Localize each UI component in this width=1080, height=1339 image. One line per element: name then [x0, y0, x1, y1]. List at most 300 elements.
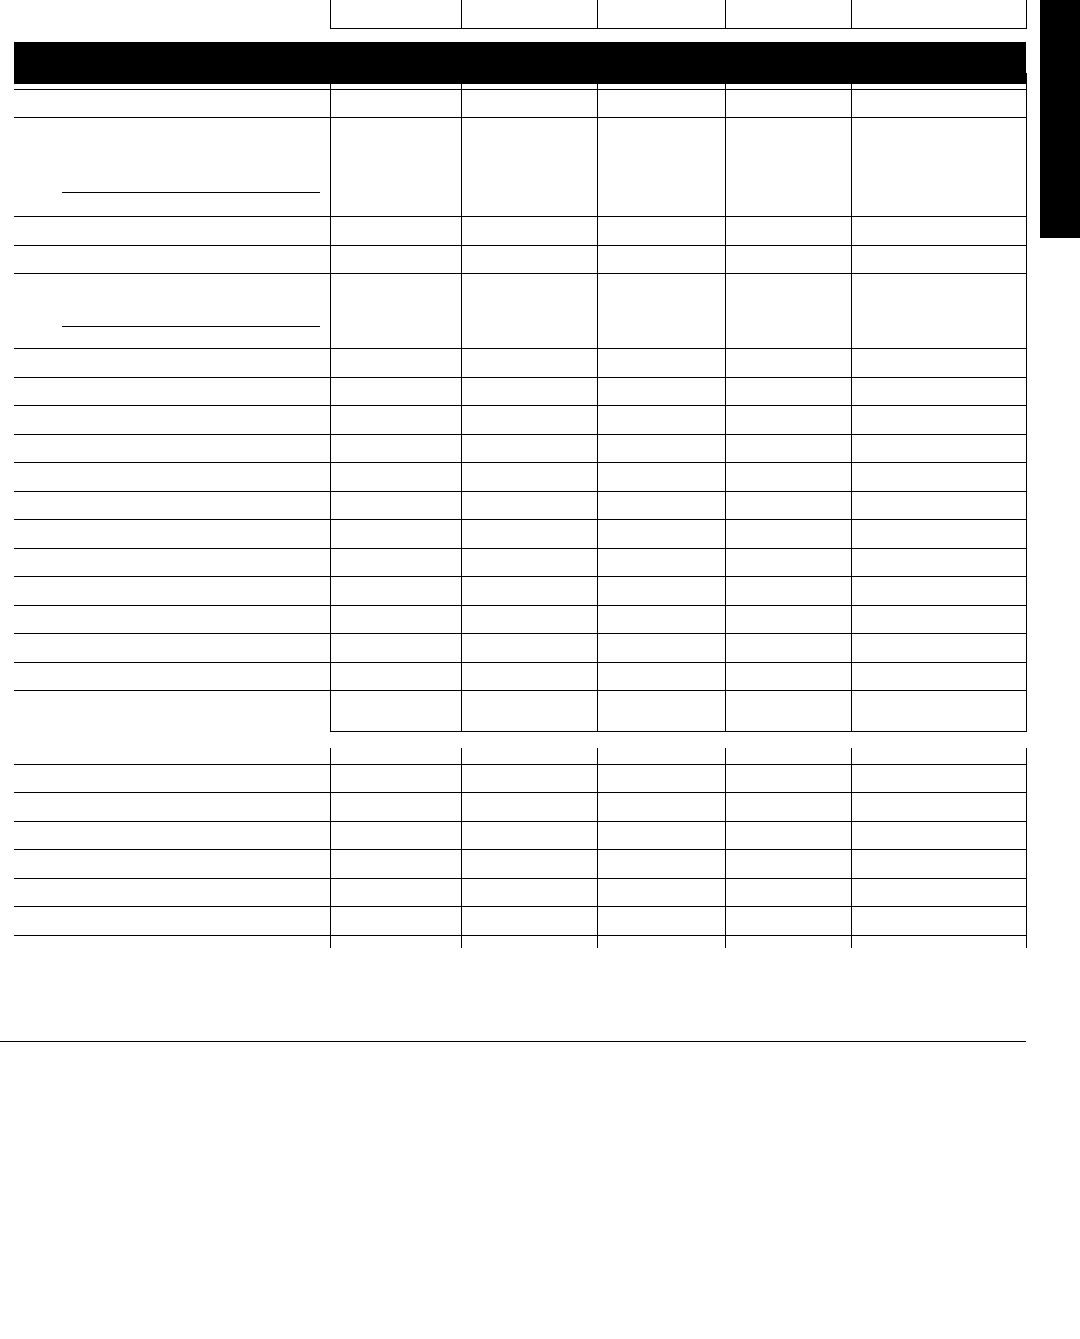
cell[interactable]	[330, 130, 461, 217]
cell[interactable]	[851, 447, 1026, 463]
cell[interactable]	[597, 258, 725, 274]
cell[interactable]	[597, 274, 725, 287]
cell[interactable]	[330, 646, 461, 662]
cell[interactable]	[461, 520, 597, 533]
cell[interactable]	[725, 447, 851, 463]
cell[interactable]	[725, 491, 851, 504]
gap-label	[14, 217, 330, 230]
cell[interactable]	[461, 634, 597, 647]
cell[interactable]	[330, 662, 461, 675]
cell[interactable]	[461, 777, 597, 793]
cell[interactable]	[597, 377, 725, 390]
table-gap-row	[14, 406, 1026, 419]
cell[interactable]	[725, 406, 851, 419]
cell[interactable]	[330, 491, 461, 504]
cell[interactable]	[851, 229, 1026, 245]
cell[interactable]	[330, 258, 461, 274]
cell[interactable]	[851, 821, 1026, 834]
table-row	[14, 361, 1026, 377]
cell[interactable]	[461, 850, 597, 863]
cell[interactable]	[851, 748, 1026, 764]
cell[interactable]	[330, 589, 461, 605]
cell[interactable]	[461, 245, 597, 258]
row-label-cell	[14, 475, 330, 491]
cell[interactable]	[597, 491, 725, 504]
cell[interactable]	[725, 577, 851, 590]
cell[interactable]	[461, 286, 597, 349]
table-gap-row	[14, 89, 1026, 102]
cell[interactable]	[851, 862, 1026, 878]
cell[interactable]	[330, 361, 461, 377]
cell[interactable]	[461, 475, 597, 491]
cell[interactable]	[851, 475, 1026, 491]
table-gap-row	[14, 434, 1026, 447]
cell[interactable]	[597, 463, 725, 476]
cell[interactable]	[461, 361, 597, 377]
cell[interactable]	[461, 646, 597, 662]
cell[interactable]	[461, 691, 597, 704]
cell[interactable]	[597, 0, 725, 29]
table-row	[14, 862, 1026, 878]
cell[interactable]	[597, 102, 725, 118]
cell[interactable]	[330, 286, 461, 349]
cell[interactable]	[461, 434, 597, 447]
gap-label	[14, 89, 330, 102]
cell[interactable]	[851, 878, 1026, 891]
cell[interactable]	[851, 390, 1026, 406]
cell[interactable]	[725, 130, 851, 217]
cell[interactable]	[597, 532, 725, 548]
cell[interactable]	[597, 793, 725, 806]
cell[interactable]	[597, 703, 725, 732]
cell[interactable]	[330, 447, 461, 463]
table-row	[14, 589, 1026, 605]
cell[interactable]	[461, 919, 597, 935]
cell[interactable]	[461, 561, 597, 577]
cell[interactable]	[851, 662, 1026, 675]
row-label-cell	[14, 229, 330, 245]
cell[interactable]	[597, 447, 725, 463]
table-row-tall	[14, 286, 1026, 349]
table-row-tall	[14, 130, 1026, 217]
cell[interactable]	[597, 130, 725, 217]
cell[interactable]	[851, 919, 1026, 935]
cell[interactable]	[597, 217, 725, 230]
table-row	[14, 0, 1026, 29]
cell[interactable]	[725, 605, 851, 618]
cell[interactable]	[597, 418, 725, 434]
cell[interactable]	[461, 891, 597, 907]
gap-label	[14, 520, 330, 533]
cell[interactable]	[461, 130, 597, 217]
gap-label	[14, 850, 330, 863]
cell[interactable]	[597, 618, 725, 634]
cell[interactable]	[725, 286, 851, 349]
cell[interactable]	[851, 434, 1026, 447]
cell[interactable]	[597, 390, 725, 406]
gap-label	[14, 245, 330, 258]
cell[interactable]	[725, 217, 851, 230]
cell[interactable]	[725, 475, 851, 491]
cell[interactable]	[597, 605, 725, 618]
table-gap-row	[14, 245, 1026, 258]
row-label-cell	[14, 561, 330, 577]
cell[interactable]	[330, 390, 461, 406]
cell[interactable]	[330, 102, 461, 118]
cell[interactable]	[851, 907, 1026, 920]
cell[interactable]	[597, 862, 725, 878]
cell[interactable]	[851, 89, 1026, 102]
cell[interactable]	[330, 577, 461, 590]
table-gap-row	[14, 118, 1026, 131]
cell[interactable]	[597, 777, 725, 793]
cell[interactable]	[461, 821, 597, 834]
cell[interactable]	[330, 532, 461, 548]
cell[interactable]	[597, 691, 725, 704]
cell[interactable]	[330, 878, 461, 891]
gap-label	[14, 691, 330, 704]
cell[interactable]	[851, 118, 1026, 131]
cell[interactable]	[851, 850, 1026, 863]
cell[interactable]	[851, 102, 1026, 118]
cell[interactable]	[597, 361, 725, 377]
cell[interactable]	[725, 229, 851, 245]
cell[interactable]	[461, 463, 597, 476]
cell[interactable]	[330, 935, 461, 948]
cell[interactable]	[725, 434, 851, 447]
cell[interactable]	[725, 418, 851, 434]
cell[interactable]	[851, 834, 1026, 850]
cell[interactable]	[597, 520, 725, 533]
cell[interactable]	[851, 217, 1026, 230]
cell[interactable]	[461, 548, 597, 561]
cell[interactable]	[725, 520, 851, 533]
cell[interactable]	[597, 935, 725, 948]
gap-label	[14, 463, 330, 476]
cell[interactable]	[597, 764, 725, 777]
cell[interactable]	[725, 675, 851, 691]
cell[interactable]	[461, 748, 597, 764]
cell[interactable]	[330, 548, 461, 561]
cell[interactable]	[851, 130, 1026, 217]
cell[interactable]	[851, 764, 1026, 777]
cell[interactable]	[461, 935, 597, 948]
cell[interactable]	[597, 229, 725, 245]
cell[interactable]	[461, 118, 597, 131]
cell[interactable]	[725, 834, 851, 850]
cell[interactable]	[725, 589, 851, 605]
cell[interactable]	[461, 605, 597, 618]
cell[interactable]	[461, 504, 597, 520]
cell[interactable]	[851, 258, 1026, 274]
form-grid	[14, 0, 1027, 948]
cell[interactable]	[597, 805, 725, 821]
cell[interactable]	[851, 777, 1026, 793]
cell[interactable]	[851, 675, 1026, 691]
cell[interactable]	[330, 118, 461, 131]
cell[interactable]	[597, 561, 725, 577]
cell[interactable]	[330, 245, 461, 258]
cell[interactable]	[330, 377, 461, 390]
cell[interactable]	[851, 605, 1026, 618]
cell[interactable]	[461, 675, 597, 691]
cell[interactable]	[725, 703, 851, 732]
cell[interactable]	[597, 504, 725, 520]
section-banner-bar	[14, 42, 1026, 84]
cell[interactable]	[851, 0, 1026, 29]
cell[interactable]	[725, 646, 851, 662]
cell[interactable]	[330, 634, 461, 647]
cell[interactable]	[461, 805, 597, 821]
cell[interactable]	[725, 891, 851, 907]
cell[interactable]	[851, 274, 1026, 287]
cell[interactable]	[725, 748, 851, 764]
cell[interactable]	[330, 418, 461, 434]
table-gap-row	[14, 274, 1026, 287]
cell[interactable]	[725, 777, 851, 793]
cell[interactable]	[725, 821, 851, 834]
cell[interactable]	[725, 102, 851, 118]
cell[interactable]	[461, 102, 597, 118]
cell[interactable]	[461, 258, 597, 274]
row-label-cell	[14, 390, 330, 406]
cell[interactable]	[725, 532, 851, 548]
cell[interactable]	[597, 634, 725, 647]
cell[interactable]	[330, 434, 461, 447]
cell[interactable]	[851, 463, 1026, 476]
cell[interactable]	[597, 118, 725, 131]
gap-label	[14, 274, 330, 287]
cell[interactable]	[461, 0, 597, 29]
cell[interactable]	[461, 703, 597, 732]
cell[interactable]	[330, 691, 461, 704]
cell[interactable]	[725, 862, 851, 878]
cell[interactable]	[330, 0, 461, 29]
cell[interactable]	[330, 274, 461, 287]
cell[interactable]	[851, 418, 1026, 434]
cell[interactable]	[461, 793, 597, 806]
cell[interactable]	[461, 406, 597, 419]
cell[interactable]	[851, 491, 1026, 504]
cell[interactable]	[461, 229, 597, 245]
cell[interactable]	[851, 935, 1026, 948]
cell[interactable]	[330, 504, 461, 520]
table-gap-row	[14, 491, 1026, 504]
cell[interactable]	[330, 834, 461, 850]
row-label-cell	[14, 919, 330, 935]
cell[interactable]	[725, 377, 851, 390]
cell[interactable]	[851, 618, 1026, 634]
cell[interactable]	[330, 561, 461, 577]
cell[interactable]	[330, 406, 461, 419]
cell[interactable]	[725, 245, 851, 258]
cell[interactable]	[725, 919, 851, 935]
cell[interactable]	[330, 777, 461, 793]
cell[interactable]	[461, 447, 597, 463]
cell[interactable]	[851, 349, 1026, 362]
cell[interactable]	[725, 805, 851, 821]
cell[interactable]	[851, 577, 1026, 590]
cell[interactable]	[725, 764, 851, 777]
cell[interactable]	[725, 561, 851, 577]
cell[interactable]	[725, 89, 851, 102]
row-label-cell	[14, 703, 330, 732]
cell[interactable]	[461, 862, 597, 878]
cell[interactable]	[725, 662, 851, 675]
cell[interactable]	[851, 691, 1026, 704]
cell[interactable]	[851, 520, 1026, 533]
cell[interactable]	[597, 834, 725, 850]
cell[interactable]	[725, 548, 851, 561]
cell[interactable]	[851, 793, 1026, 806]
table-row	[14, 102, 1026, 118]
cell[interactable]	[725, 850, 851, 863]
cell[interactable]	[461, 274, 597, 287]
cell[interactable]	[725, 463, 851, 476]
cell[interactable]	[597, 878, 725, 891]
cell[interactable]	[330, 862, 461, 878]
cell[interactable]	[330, 793, 461, 806]
cell[interactable]	[597, 548, 725, 561]
cell[interactable]	[597, 662, 725, 675]
cell[interactable]	[597, 577, 725, 590]
cell[interactable]	[330, 907, 461, 920]
cell[interactable]	[725, 634, 851, 647]
cell[interactable]	[597, 475, 725, 491]
cell[interactable]	[851, 805, 1026, 821]
table-gap-row	[14, 634, 1026, 647]
cell[interactable]	[461, 878, 597, 891]
cell[interactable]	[330, 463, 461, 476]
cell[interactable]	[330, 605, 461, 618]
cell[interactable]	[725, 793, 851, 806]
cell[interactable]	[851, 634, 1026, 647]
cell[interactable]	[461, 491, 597, 504]
cell[interactable]	[330, 764, 461, 777]
cell[interactable]	[597, 89, 725, 102]
cell[interactable]	[851, 245, 1026, 258]
row-label-cell	[14, 361, 330, 377]
cell[interactable]	[461, 834, 597, 850]
cell[interactable]	[725, 118, 851, 131]
cell[interactable]	[330, 475, 461, 491]
cell[interactable]	[461, 577, 597, 590]
cell[interactable]	[597, 675, 725, 691]
cell[interactable]	[851, 589, 1026, 605]
table-gap-row	[14, 691, 1026, 704]
cell[interactable]	[330, 229, 461, 245]
cell[interactable]	[725, 504, 851, 520]
cell[interactable]	[461, 349, 597, 362]
cell[interactable]	[851, 646, 1026, 662]
cell[interactable]	[461, 618, 597, 634]
cell[interactable]	[461, 532, 597, 548]
cell[interactable]	[851, 891, 1026, 907]
gap-label	[14, 764, 330, 777]
cell[interactable]	[851, 361, 1026, 377]
cell[interactable]	[851, 532, 1026, 548]
cell[interactable]	[330, 520, 461, 533]
cell[interactable]	[597, 349, 725, 362]
cell[interactable]	[330, 919, 461, 935]
cell[interactable]	[461, 764, 597, 777]
cell[interactable]	[330, 891, 461, 907]
cell[interactable]	[851, 377, 1026, 390]
cell[interactable]	[725, 274, 851, 287]
cell[interactable]	[461, 418, 597, 434]
cell[interactable]	[461, 89, 597, 102]
cell[interactable]	[597, 821, 725, 834]
cell[interactable]	[330, 703, 461, 732]
cell[interactable]	[725, 878, 851, 891]
table-gap-row	[14, 377, 1026, 390]
cell[interactable]	[597, 891, 725, 907]
cell[interactable]	[851, 286, 1026, 349]
cell[interactable]	[597, 907, 725, 920]
cell[interactable]	[851, 703, 1026, 732]
cell[interactable]	[725, 618, 851, 634]
cell[interactable]	[330, 821, 461, 834]
cell[interactable]	[597, 434, 725, 447]
table-row	[14, 618, 1026, 634]
cell[interactable]	[597, 589, 725, 605]
cell[interactable]	[725, 258, 851, 274]
cell[interactable]	[330, 349, 461, 362]
cell[interactable]	[330, 748, 461, 764]
cell[interactable]	[330, 618, 461, 634]
cell[interactable]	[461, 217, 597, 230]
cell[interactable]	[851, 504, 1026, 520]
cell[interactable]	[461, 377, 597, 390]
cell[interactable]	[725, 907, 851, 920]
cell[interactable]	[851, 548, 1026, 561]
cell[interactable]	[597, 748, 725, 764]
cell[interactable]	[461, 390, 597, 406]
cell[interactable]	[461, 907, 597, 920]
cell[interactable]	[597, 850, 725, 863]
gap-label	[14, 793, 330, 806]
gap-label	[14, 349, 330, 362]
cell[interactable]	[851, 561, 1026, 577]
cell[interactable]	[597, 286, 725, 349]
gap-label	[14, 548, 330, 561]
cell[interactable]	[725, 349, 851, 362]
gap-label	[14, 406, 330, 419]
page-edge-tab	[1040, 0, 1080, 238]
table-gap-row	[14, 520, 1026, 533]
cell[interactable]	[725, 691, 851, 704]
cell[interactable]	[330, 850, 461, 863]
cell[interactable]	[725, 0, 851, 29]
table-gap-row	[14, 764, 1026, 777]
row-label-cell	[14, 805, 330, 821]
cell[interactable]	[597, 919, 725, 935]
cell[interactable]	[851, 406, 1026, 419]
cell[interactable]	[725, 935, 851, 948]
cell[interactable]	[461, 662, 597, 675]
cell[interactable]	[725, 361, 851, 377]
cell[interactable]	[597, 245, 725, 258]
cell[interactable]	[597, 406, 725, 419]
cell[interactable]	[330, 675, 461, 691]
cell[interactable]	[330, 217, 461, 230]
cell[interactable]	[461, 589, 597, 605]
row-label-cell	[14, 748, 330, 764]
cell[interactable]	[597, 646, 725, 662]
cell[interactable]	[725, 390, 851, 406]
cell[interactable]	[330, 89, 461, 102]
cell[interactable]	[330, 805, 461, 821]
